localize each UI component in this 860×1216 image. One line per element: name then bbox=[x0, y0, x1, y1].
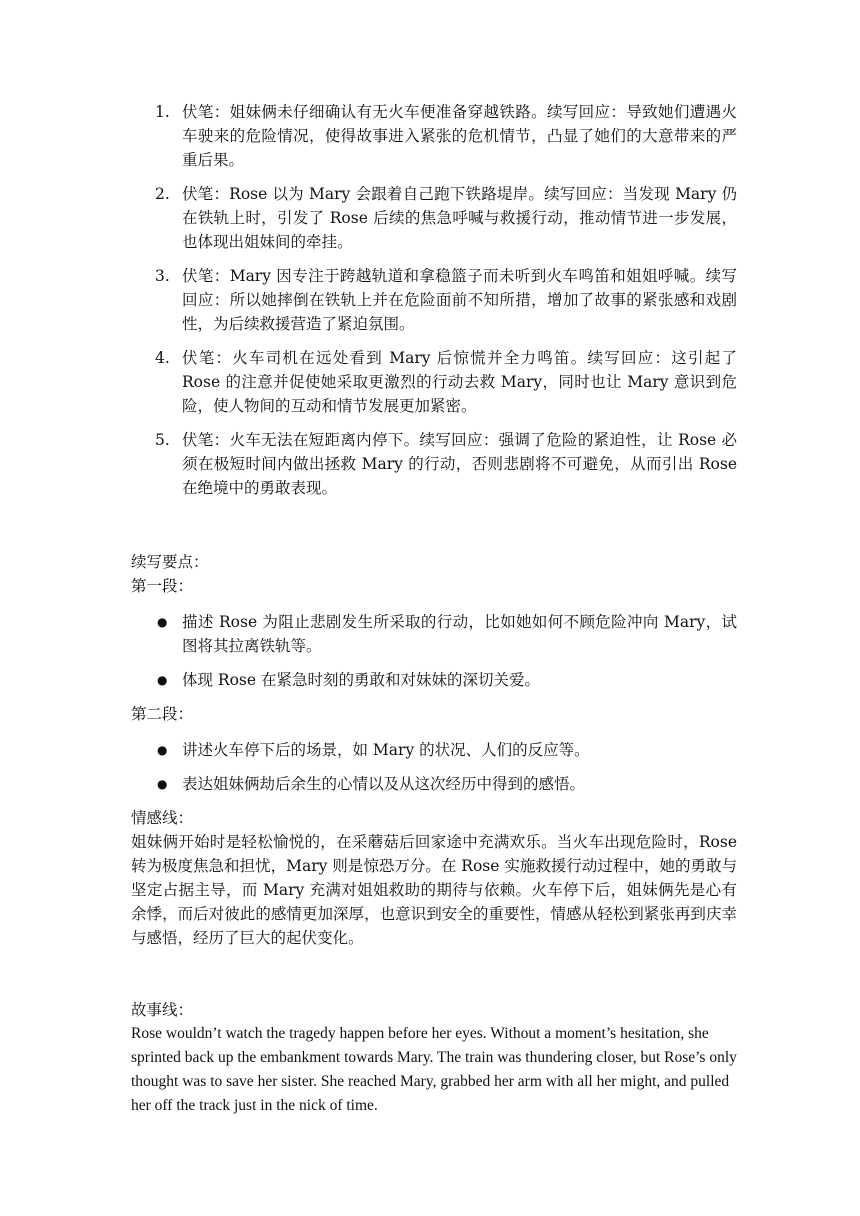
item-text: 伏笔：姐妹俩未仔细确认有无火车便准备穿越铁路。续写回应：导致她们遭遇火车驶来的危险情况，使得故事进入紧张的危机情节，凸显了她们的大意带来的严重后果。 bbox=[182, 103, 737, 169]
foreshadowing-list bbox=[131, 100, 737, 500]
bullet-icon: ● bbox=[157, 673, 168, 687]
story-line-heading: 故事线： bbox=[131, 1001, 194, 1019]
item-text: 伏笔：Rose 以为 Mary 会跟着自己跑下铁路堤岸。续写回应：当发现 Mary 仍在铁轨上时，引发了 Rose 后续的焦急呼喊与救援行动，推动情节进一步发展，也体现出姐妹间的牵挂。 bbox=[182, 185, 737, 251]
foreshadowing-item bbox=[131, 100, 737, 172]
paragraph-two-heading: 第二段： bbox=[131, 705, 194, 723]
bullet-text: 描述 Rose 为阻止悲剧发生所采取的行动，比如她如何不顾危险冲向 Mary，试图将其拉离铁轨等。 bbox=[182, 613, 737, 655]
item-number: 2. bbox=[155, 185, 170, 203]
bullet-item bbox=[131, 772, 737, 796]
bullet-icon: ● bbox=[157, 777, 168, 791]
bullet-item bbox=[131, 610, 737, 658]
emotion-line-heading: 情感线： bbox=[131, 809, 194, 827]
paragraph-one-heading: 第一段： bbox=[131, 577, 194, 595]
paragraph-two-points bbox=[131, 738, 737, 796]
bullet-text: 表达姐妹俩劫后余生的心情以及从这次经历中得到的感悟。 bbox=[182, 775, 586, 793]
bullet-text: 体现 Rose 在紧急时刻的勇敢和对妹妹的深切关爱。 bbox=[182, 671, 540, 689]
item-text: 伏笔：火车无法在短距离内停下。续写回应：强调了危险的紧迫性，让 Rose 必须在极短时间内做出拯救 Mary 的行动，否则悲剧将不可避免，从而引出 Rose 在绝境中的勇敢表现。 bbox=[182, 431, 737, 497]
writing-points-heading: 续写要点： bbox=[131, 553, 209, 571]
item-number: 3. bbox=[155, 267, 170, 285]
item-text: 伏笔：Mary 因专注于跨越轨道和拿稳篮子而未听到火车鸣笛和姐姐呼喊。续写回应：所以她摔倒在铁轨上并在危险面前不知所措，增加了故事的紧张感和戏剧性，为后续救援营造了紧迫氛围。 bbox=[182, 267, 737, 333]
foreshadowing-item bbox=[131, 264, 737, 336]
item-text: 伏笔：火车司机在远处看到 Mary 后惊慌并全力鸣笛。续写回应：这引起了 Rose 的注意并促使她采取更激烈的行动去救 Mary，同时也让 Mary 意识到危险，使人物间的互动和情节发展更加紧密。 bbox=[182, 349, 737, 415]
bullet-item bbox=[131, 668, 737, 692]
item-number: 4. bbox=[155, 349, 170, 367]
bullet-text: 讲述火车停下后的场景，如 Mary 的状况、人们的反应等。 bbox=[182, 741, 590, 759]
bullet-icon: ● bbox=[157, 743, 168, 757]
foreshadowing-item bbox=[131, 428, 737, 500]
paragraph-one-points bbox=[131, 610, 737, 692]
item-number: 1. bbox=[155, 103, 170, 121]
bullet-icon: ● bbox=[157, 615, 168, 629]
foreshadowing-item bbox=[131, 346, 737, 418]
emotion-line-text: 姐妹俩开始时是轻松愉悦的，在采蘑菇后回家途中充满欢乐。当火车出现危险时，Rose 转为极度焦急和担忧，Mary 则是惊恐万分。在 Rose 实施救援行动过程中，她的勇敢与坚定占据主导，而 Mary 充满对姐姐救助的期待与依赖。火车停下后，姐妹俩先是心有余悸，而后对彼此的感情更加深厚，也意识到安全的重要性，情感从轻松到紧张再到庆幸与感悟，经历了巨大的起伏变化。 bbox=[131, 833, 737, 947]
story-line-text: Rose wouldn’t watch the tragedy happen before her eyes. Without a moment’s hesitation, she sprinted back up the embankment towards Mary. The train was thundering closer, but Rose’s only thought was to save her sister. She reached Mary, grabbed her arm with all her might, and pulled her off the track just in the nick of time. bbox=[131, 1025, 737, 1114]
bullet-item bbox=[131, 738, 737, 762]
foreshadowing-item bbox=[131, 182, 737, 254]
item-number: 5. bbox=[155, 431, 170, 449]
document-body bbox=[131, 100, 737, 1118]
